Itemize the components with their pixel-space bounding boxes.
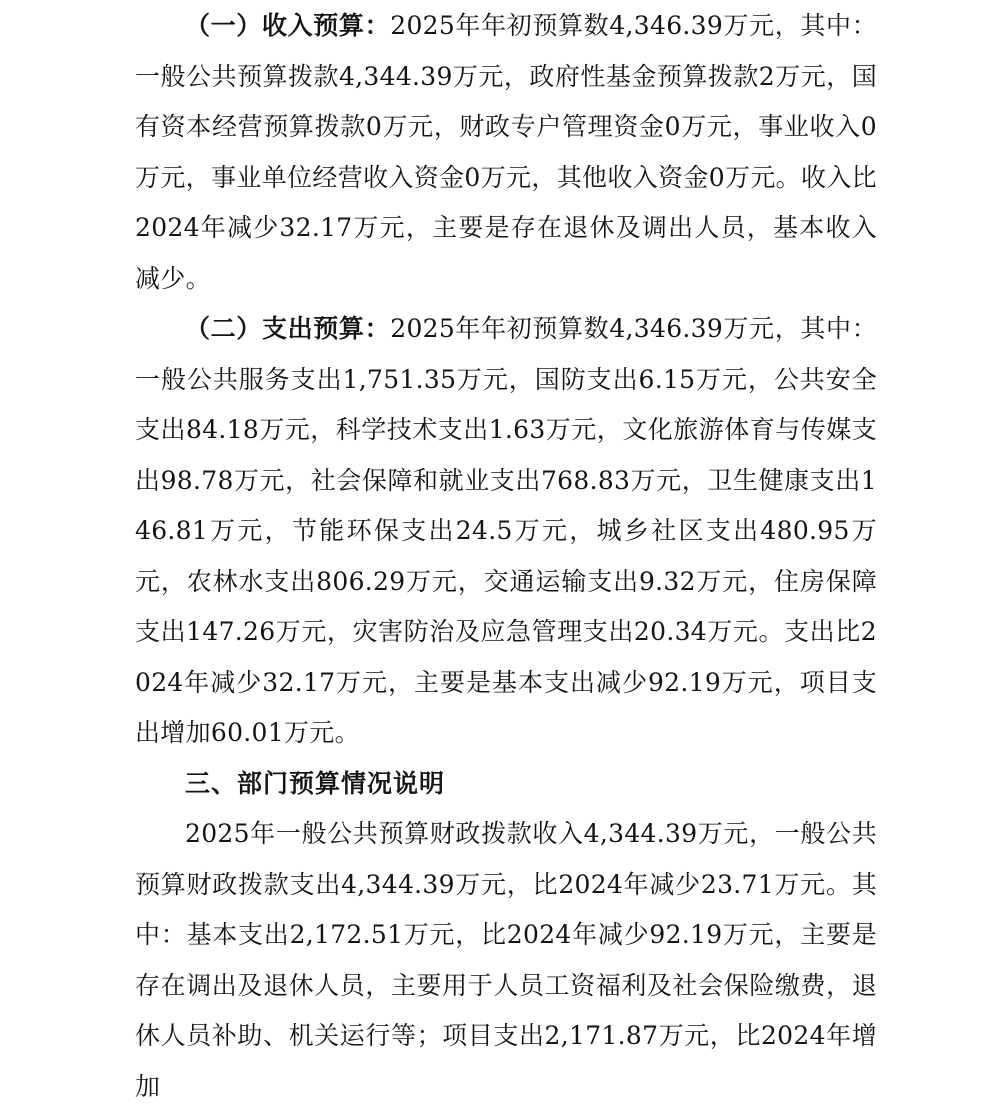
section-three-heading: 三、部门预算情况说明: [185, 768, 446, 798]
section-three-paragraph: 2025年一般公共预算财政拨款收入4,344.39万元，一般公共预算财政拨款支出4,344.39万元，比2024年减少23.71万元。其中：基本支出2,172.51万元，比2024年减少92.19万元，主要是存在调出及退休人员，主要用于人员工资福利及社会保险缴费，退休人员补助、机关运行等；项目支出2,171.87万元，比2024年增加: [135, 819, 877, 1101]
income-budget-text: 2025年年初预算数4,346.39万元，其中：一般公共预算拨款4,344.39万元，政府性基金预算拨款2万元，国有资本经营预算拨款0万元，财政专户管理资金0万元，事业收入0万元，事业单位经营收入资金0万元，其他收入资金0万元。收入比2024年减少32.17万元，主要是存在退休及调出人员，基本收入减少。: [135, 11, 877, 293]
expenditure-budget-paragraph: [135, 304, 877, 759]
document-body: [135, 0, 877, 1112]
income-budget-label: （一）收入预算：: [185, 11, 391, 40]
expenditure-budget-text: 2025年年初预算数4,346.39万元，其中：一般公共服务支出1,751.35万元，国防支出6.15万元，公共安全支出84.18万元，科学技术支出1.63万元，文化旅游体育与传媒支出98.78万元，社会保障和就业支出768.83万元，卫生健康支出146.81万元，节能环保支出24.5万元，城乡社区支出480.95万元，农林水支出806.29万元，交通运输支出9.32万元，住房保障支出147.26万元，灾害防治及应急管理支出20.34万元。支出比2024年减少32.17万元，主要是基本支出减少92.19万元，项目支出增加60.01万元。: [135, 314, 877, 747]
expenditure-budget-label: （二）支出预算：: [185, 314, 391, 343]
income-budget-paragraph: [135, 1, 877, 304]
